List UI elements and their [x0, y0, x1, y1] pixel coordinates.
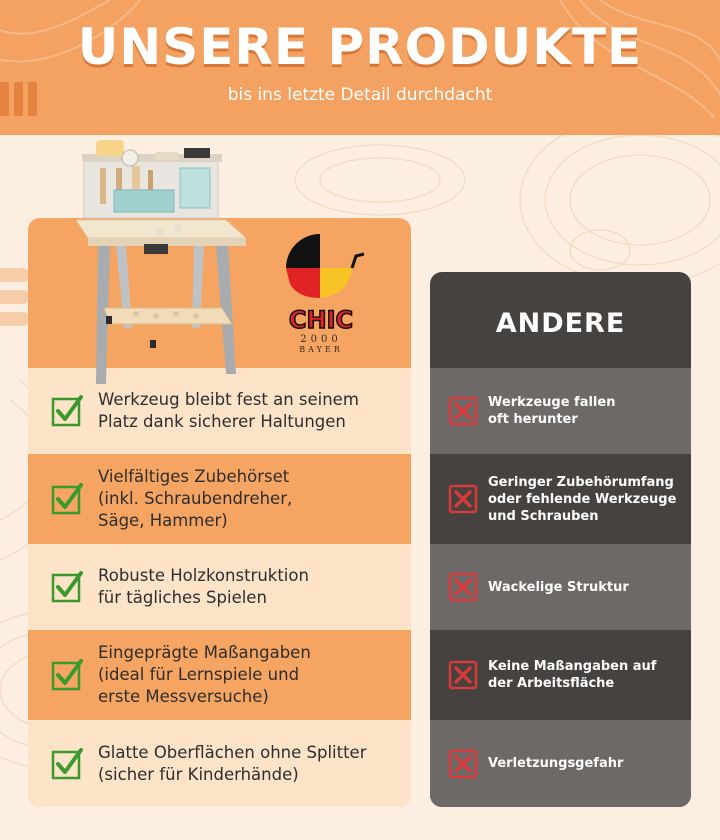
side-decoration: [0, 268, 30, 334]
cross-icon: [448, 572, 478, 602]
other-drawback-row: [430, 368, 691, 454]
our-feature-text: Werkzeug bleibt fest an seinem Platz dank sicherer Haltungen: [98, 390, 359, 431]
other-drawback-text: Wackelige Struktur: [488, 579, 629, 595]
check-icon: [50, 570, 84, 604]
our-feature-row: [28, 544, 411, 630]
our-feature-text: Robuste Holzkonstruktion für tägliches Spielen: [98, 566, 309, 607]
page-title: UNSERE PRODUKTE: [77, 18, 643, 76]
check-icon: [50, 747, 84, 781]
our-feature-text: Eingeprägte Maßangaben (ideal für Lernspiele und erste Messversuche): [98, 643, 311, 706]
other-drawback-row: [430, 454, 691, 544]
our-feature-row: [28, 454, 411, 544]
other-drawback-text: Geringer Zubehörumfang oder fehlende Werkzeuge und Schrauben: [488, 474, 677, 524]
other-drawback-text: Werkzeuge fallen oft herunter: [488, 395, 616, 427]
page-subtitle: bis ins letzte Detail durchdacht: [227, 85, 493, 105]
check-icon: [50, 394, 84, 428]
logo-line-2: BAYER: [299, 345, 343, 354]
other-drawback-row: [430, 630, 691, 720]
check-icon: [50, 482, 84, 516]
cross-icon: [448, 484, 478, 514]
logo-line-1: 2000: [300, 334, 342, 345]
cross-icon: [448, 396, 478, 426]
workbench-product-image: [76, 128, 246, 388]
cross-icon: [448, 660, 478, 690]
logo-word: CHIC: [288, 306, 354, 334]
others-panel: [430, 272, 691, 807]
our-feature-text: Vielfältiges Zubehörset (inkl. Schraubendreher, Säge, Hammer): [98, 467, 293, 530]
cross-icon: [448, 749, 478, 779]
header-banner: [0, 0, 720, 135]
our-feature-row: [28, 630, 411, 720]
our-feature-row: [28, 720, 411, 807]
check-icon: [50, 658, 84, 692]
our-feature-text: Glatte Oberflächen ohne Splitter (sicher für Kinderhände): [98, 742, 367, 784]
other-drawback-text: Keine Maßangaben auf der Arbeitsfläche: [488, 659, 657, 691]
others-title: ANDERE: [495, 308, 626, 339]
other-drawback-text: Verletzungsgefahr: [488, 756, 624, 771]
other-drawback-row: [430, 544, 691, 630]
other-drawback-row: [430, 720, 691, 807]
